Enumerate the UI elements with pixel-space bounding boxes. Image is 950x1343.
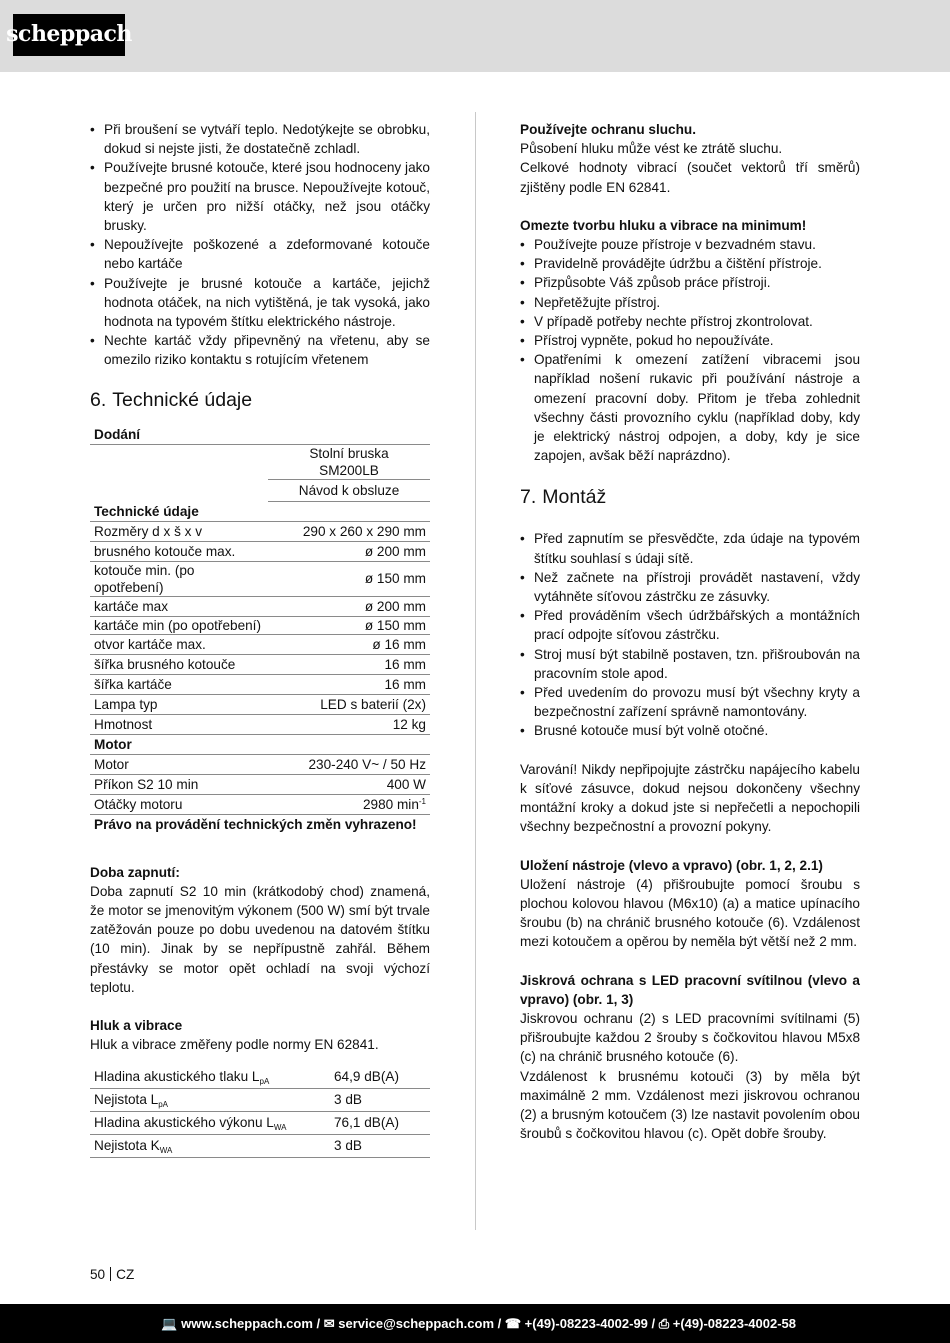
email-link[interactable]: service@scheppach.com <box>338 1315 495 1331</box>
table-row: Příkon S2 10 min 400 W <box>90 774 430 794</box>
jiskrova-text: Jiskrovou ochranu (2) s LED pracovními svítilnami (5) přišroubujte každou 2 šrouby s čočkovitou hlavou M5x8 (c) na chránič brusného kotouče (6). <box>520 1010 860 1065</box>
phone-number: +(49)-08223-4002-99 <box>524 1315 648 1331</box>
left-column <box>90 120 430 1158</box>
section-title: Technické údaje <box>112 388 253 411</box>
table-row: Hmotnost 12 kg <box>90 714 430 734</box>
spec-table <box>90 426 430 833</box>
spec-group-label: Motor <box>90 734 430 754</box>
table-row: Nejistota $K_{WA}$ 3 dB <box>90 1135 430 1158</box>
list-item: • Nepoužívejte poškozené a zdeformované kotouče nebo kartáče <box>90 235 430 273</box>
list-item: • Pravidelně provádějte údržbu a čištění přístroje. <box>520 254 860 273</box>
minimize-bullets <box>520 235 860 465</box>
list-item: • Nepřetěžujte přístroj. <box>520 293 860 312</box>
table-row: Rozměry d x š x v 290 x 260 x 290 mm <box>90 521 430 541</box>
computer-icon: 💻 <box>161 1315 182 1331</box>
list-item: • Před prováděním všech údržbářských a montážních prací odpojte síťovou zástrčku. <box>520 606 860 644</box>
jiskrova-title: Jiskrová ochrana s LED pracovní svítilnou (vlevo a vpravo) (obr. 1, 3) <box>520 972 860 1007</box>
hearing-text: Působení hluku může vést ke ztrátě sluchu. <box>520 141 783 157</box>
right-column <box>520 120 860 1143</box>
ulozeni-text: Uložení nástroje (4) přišroubujte pomocí šroubu s plochou kolovou hlavou (M6x10) (a) a matice upínacího šroubu (b) na chránič brusného kotouče (6). Vzdálenost mezi kotoučem a opěrou by neměla být větší než 2 mm. <box>520 876 860 950</box>
list-item: • Používejte pouze přístroje v bezvadném stavu. <box>520 235 860 254</box>
table-row: kotouče min. (po opotřebení) ø 150 mm <box>90 561 430 596</box>
table-row: Nejistota $L_{pA}$ 3 dB <box>90 1089 430 1112</box>
list-item: • Před uvedením do provozu musí být všechny kryty a bezpečnostní zařízení správně namontovány. <box>520 683 860 721</box>
list-item: • Než začnete na přístroji provádět nastavení, vždy vytáhněte síťovou zástrčku ze zásuvky. <box>520 568 860 606</box>
scheppach-logo: scheppach <box>13 14 125 56</box>
doba-title: Doba zapnutí: <box>90 864 180 880</box>
table-row: kartáče max ø 200 mm <box>90 596 430 616</box>
minimize-title: Omezte tvorbu hluku a vibrace na minimum! <box>520 217 807 233</box>
list-item: • Brusné kotouče musí být volně otočné. <box>520 721 860 740</box>
column-divider <box>475 112 476 1230</box>
hearing-title: Používejte ochranu sluchu. <box>520 122 696 137</box>
list-item: • Stroj musí být stabilně postaven, tzn. přišroubován na pracovním stole apod. <box>520 645 860 683</box>
spec-value: Stolní bruska SM200LB <box>268 444 430 479</box>
doba-text: Doba zapnutí S2 10 min (krátkodobý chod) znamená, že motor se jmenovitým výkonem (500 W) smí být trvale zatěžován pouze po dobu uvedenou na datovém štítku (10 min). Jinak by se nepřípustně zahřál. Během přestávky se motor opět ochladí na svoji výchozí teplotu. <box>90 883 430 995</box>
section-title: Montáž <box>542 486 607 509</box>
list-item: • Používejte je brusné kotouče a kartáče, jejichž hodnota otáček, na nich vytištěná, je tak vysoká, jako hodnota na typovém štítku elektrického nástroje. <box>90 274 430 332</box>
table-row: Otáčky motoru 2980 $\min^{-1}$ <box>90 794 430 814</box>
section-heading-6 <box>90 388 430 412</box>
list-item: • Přizpůsobte Váš způsob práce přístroji. <box>520 273 860 292</box>
table-row: šířka kartáče 16 mm <box>90 674 430 694</box>
list-item: • Před zapnutím se přesvědčte, zda údaje na typovém štítku souhlasí s údaji sítě. <box>520 529 860 567</box>
montaz-bullets <box>520 529 860 740</box>
fax-icon: ⎙ <box>658 1315 673 1331</box>
table-row: šířka brusného kotouče 16 mm <box>90 654 430 674</box>
hluk-section <box>90 1016 430 1054</box>
section-number: 6. <box>90 388 107 411</box>
section-heading-7 <box>520 485 860 509</box>
hluk-text: Hluk a vibrace změřeny podle normy EN 62841. <box>90 1037 379 1053</box>
table-row: Hladina akustického tlaku $L_{pA}$ 64,9 dB(A) <box>90 1066 430 1089</box>
list-item: • V případě potřeby nechte přístroj zkontrolovat. <box>520 312 860 331</box>
page-number: 50 CZ <box>90 1267 135 1282</box>
hluk-title: Hluk a vibrace <box>90 1018 183 1034</box>
doba-section <box>90 863 430 997</box>
footer-bar: 💻 www.scheppach.com / ✉ service@scheppach.com / ☎ +(49)-08223-4002-99 / ⎙ +(49)-08223-4002-58 <box>0 1304 950 1343</box>
list-item: • Při broušení se vytváří teplo. Nedotýkejte se obrobku, dokud si nejste jisti, že dostatečně zchladl. <box>90 120 430 158</box>
jiskrova-text: Vzdálenost k brusnému kotouči (3) by měla být maximálně 2 mm. Vzdálenost mezi jiskrovou ochranou (2) a brusným kotoučem (3) lze nastavit povolením obou šroubů s čočkovitou hlavou (c). Opět dobře šrouby. <box>520 1068 860 1142</box>
vibration-text: Celkové hodnoty vibrací (součet vektorů tří směrů) zjištěny podle EN 62841. <box>520 160 860 195</box>
table-row: otvor kartáče max. ø 16 mm <box>90 634 430 654</box>
fax-number: +(49)-08223-4002-58 <box>672 1315 796 1331</box>
noise-table <box>90 1066 430 1158</box>
table-row: brusného kotouče max. ø 200 mm <box>90 541 430 561</box>
spec-value: Návod k obsluze <box>268 479 430 501</box>
table-row: Hladina akustického výkonu $L_{WA}$ 76,1 dB(A) <box>90 1112 430 1135</box>
phone-icon: ☎ <box>504 1315 525 1331</box>
table-row: Lampa typ LED s baterií (2x) <box>90 694 430 714</box>
spec-group-label: Dodání <box>90 426 430 445</box>
safety-bullets <box>90 120 430 370</box>
section-number: 7. <box>520 486 537 509</box>
website-link[interactable]: www.scheppach.com <box>181 1315 313 1331</box>
mail-icon: ✉ <box>323 1315 339 1331</box>
header-band <box>0 0 950 72</box>
table-row: kartáče min (po opotřebení) ø 150 mm <box>90 616 430 634</box>
list-item: • Opatřeními k omezení zatížení vibracemi jsou například nošení rukavic při používání nástroje a omezení pracovní doby. Přitom je třeba zohlednit všechny části provozního cyklu (například doby, kdy je elektrický nástroj odpojen, a doby, kdy je sice zapojen, avšak běží naprázdno). <box>520 350 860 465</box>
list-item: • Přístroj vypněte, pokud ho nepoužíváte. <box>520 331 860 350</box>
list-item: • Používejte brusné kotouče, které jsou hodnoceny jako bezpečné pro použití na brusce. Nepoužívejte kotouč, který je určen pro nižší otáčky, než jsou otáčky brusky. <box>90 158 430 235</box>
spec-group-label: Technické údaje <box>90 501 430 521</box>
spec-note: Právo na provádění technických změn vyhrazeno! <box>94 816 417 832</box>
warning-text: Varování! Nikdy nepřipojujte zástrčku napájecího kabelu k síťové zásuvce, dokud nejsou dokončeny všechny montážní kroky a dokud jste si nepřečetli a nepochopili všechny bezpečnostní a provozní pokyny. <box>520 761 860 835</box>
table-row: Motor 230-240 V~ / 50 Hz <box>90 754 430 774</box>
ulozeni-title: Uložení nástroje (vlevo a vpravo) (obr. 1, 2, 2.1) <box>520 857 823 873</box>
list-item: • Nechte kartáč vždy připevněný na vřetenu, aby se omezilo riziko kontaktu s rotujícím vřetenem <box>90 331 430 369</box>
